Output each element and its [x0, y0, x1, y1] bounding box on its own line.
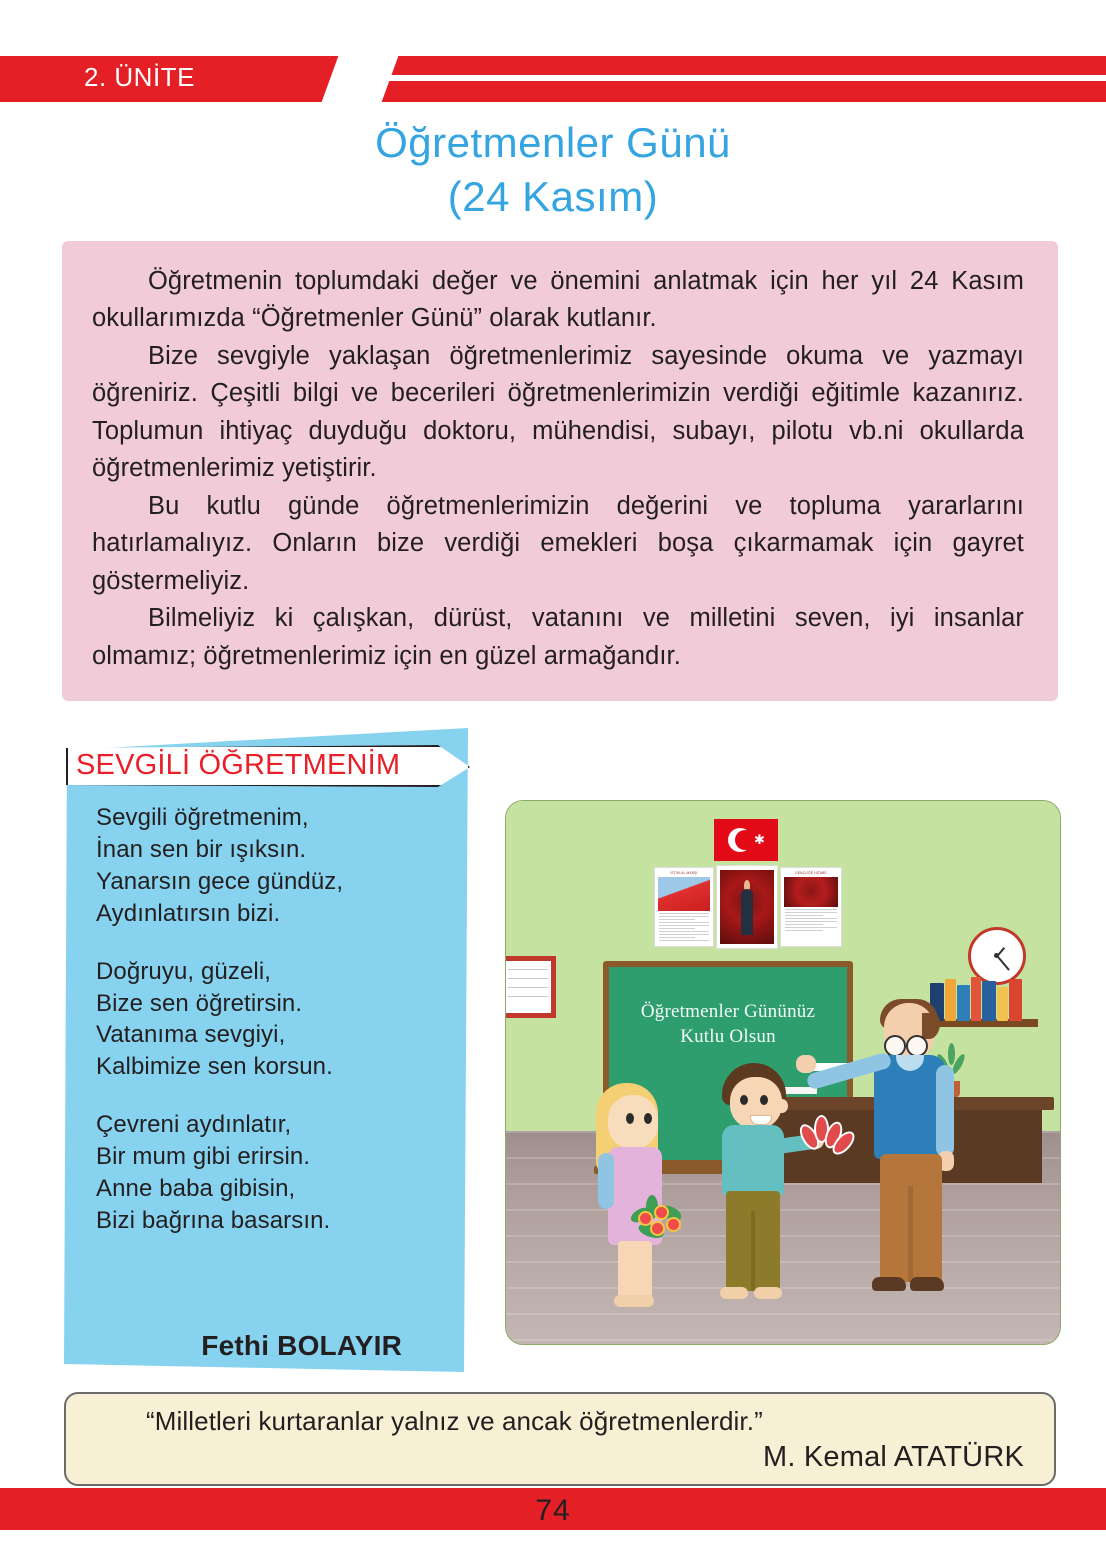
teacher-hair-side	[922, 1013, 940, 1039]
clock-minute-hand	[997, 955, 1011, 971]
poem-stanza	[96, 1109, 436, 1237]
poster-image	[784, 877, 838, 907]
boy-shirt	[722, 1125, 784, 1195]
bouquet-flower	[666, 1217, 681, 1232]
wall-poster-ataturk-portrait	[716, 865, 778, 949]
header-stripe-top	[366, 56, 1106, 75]
poem-line: Bir mum gibi erirsin.	[96, 1143, 311, 1171]
poem-line: Kalbimize sen korsun.	[96, 1053, 333, 1081]
reading-paragraph: Bu kutlu günde öğretmenlerimizin değerini ve topluma yararlarını hatırlamalıyız. Onların bize verdiği emekleri boşa çıkarmamak için gayret göstermeliyiz.	[92, 491, 1024, 595]
poem-line: Vatanıma sevgiyi,	[96, 1021, 286, 1049]
book	[982, 981, 996, 1021]
teacher-right-arm	[936, 1065, 954, 1157]
turkish-flag-icon	[714, 819, 778, 861]
notice-board	[505, 956, 556, 1018]
poem-line: Çevreni aydınlatır,	[96, 1111, 292, 1139]
poem-author: Fethi BOLAYIR	[201, 1330, 402, 1361]
quote-author: M. Kemal ATATÜRK	[762, 1441, 1024, 1473]
poem-line: Bizi bağrına basarsın.	[96, 1206, 331, 1234]
page-title-line2: (24 Kasım)	[447, 172, 659, 220]
page-number: 74	[535, 1494, 571, 1527]
bouquet-flower	[654, 1205, 669, 1220]
boy-ear	[776, 1099, 788, 1113]
atatürk-quote-box	[64, 1392, 1056, 1486]
poem-line: Anne baba gibisin,	[96, 1175, 296, 1203]
unit-label: 2. ÜNİTE	[84, 62, 195, 92]
poem-title: SEVGİLİ ÖĞRETMENİM	[76, 749, 401, 781]
girl-left-eye	[626, 1113, 634, 1124]
boy-right-eye	[760, 1095, 768, 1105]
boy-right-foot	[754, 1287, 782, 1299]
boy-trousers	[726, 1191, 780, 1291]
girl-student-figure	[592, 1083, 684, 1311]
poem-line: Yanarsın gece gündüz,	[96, 867, 344, 895]
poster-image	[658, 877, 710, 911]
teacher-right-shoe	[910, 1277, 944, 1291]
poem-body	[96, 802, 436, 1263]
poem-line: Sevgili öğretmenim,	[96, 804, 309, 831]
page-title-line1: Öğretmenler Günü	[375, 119, 731, 166]
book	[997, 987, 1008, 1021]
quote-text: “Milletleri kurtaranlar yalnız ve ancak öğretmenlerdir.”	[146, 1406, 763, 1436]
poster-image	[720, 870, 774, 944]
flag-crescent-inner	[735, 830, 755, 850]
poster-text-lines	[784, 909, 838, 931]
reading-paragraph: Bize sevgiyle yaklaşan öğretmenlerimiz sayesinde okuma ve yazmayı öğreniriz. Çeşitli bilgi ve becerileri öğretmenlerimizin verdiği eğitimle kazanırız. Toplumun ihtiyaç duyduğu doktoru, mühendisi, subayı, pilotu vb.ni okullarda öğretmenlerimiz yetiştirir.	[92, 341, 1024, 483]
page-title	[0, 116, 1106, 224]
wall-poster-istiklal-marsi	[654, 867, 714, 947]
teacher-glasses-right	[906, 1035, 928, 1057]
poem-stanza	[96, 802, 436, 930]
book	[1009, 979, 1022, 1021]
poster-text-lines	[658, 913, 710, 941]
chalkboard-line2: Kutlu Olsun	[680, 1026, 776, 1048]
bouquet-flower	[650, 1221, 665, 1236]
poster-title: GENÇLİĞE HİTABE	[795, 871, 827, 875]
header-stripe-bottom	[355, 81, 1106, 102]
reading-paragraph: Bilmeliyiz ki çalışkan, dürüst, vatanını ve milletini seven, iyi insanlar olmamız; öğretmenlerimiz için en güzel armağandır.	[92, 604, 1024, 670]
girl-arm	[598, 1153, 614, 1209]
poem-line: İnan sen bir ışıksın.	[96, 835, 307, 863]
poem-stanza	[96, 956, 436, 1084]
flag-star: ✱	[754, 832, 765, 847]
teacher-figure	[862, 999, 982, 1309]
girl-feet	[614, 1295, 654, 1307]
poster-title: İSTİKLAL MARŞI	[670, 871, 698, 875]
boy-flower-bouquet	[800, 1113, 858, 1165]
reading-paragraph: Öğretmenin toplumdaki değer ve önemini anlatmak için her yıl 24 Kasım okullarımızda “Öğretmenler Günü” olarak kutlanır.	[92, 267, 1024, 333]
classroom-illustration	[505, 800, 1061, 1345]
boy-student-figure	[714, 1063, 806, 1307]
teacher-trousers	[880, 1154, 942, 1282]
reading-passage-box	[62, 241, 1058, 701]
poem-line: Doğruyu, güzeli,	[96, 957, 272, 985]
chalkboard-line1: Öğretmenler Gününüz	[640, 1001, 816, 1022]
boy-left-foot	[720, 1287, 748, 1299]
wall-poster-genclige-hitabe	[780, 867, 842, 947]
boy-left-eye	[740, 1095, 748, 1105]
teacher-left-shoe	[872, 1277, 906, 1291]
poem-line: Bize sen öğretirsin.	[96, 989, 303, 1017]
girl-flower-bouquet	[630, 1191, 700, 1253]
girl-right-eye	[644, 1113, 652, 1124]
chalkboard-text	[641, 999, 815, 1049]
poem-line: Aydınlatırsın bizi.	[96, 899, 281, 927]
